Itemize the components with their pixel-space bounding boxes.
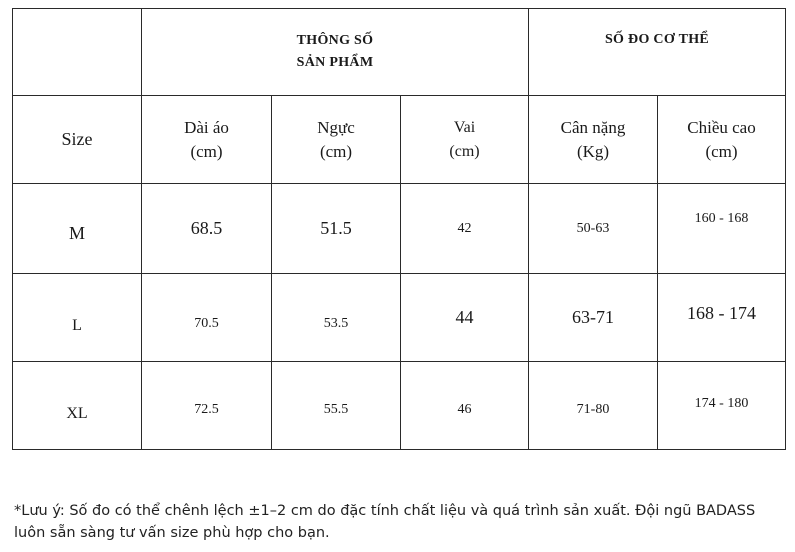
size-header-label: Size bbox=[61, 129, 93, 149]
chest-value: 51.5 bbox=[320, 218, 352, 238]
body-measure-header bbox=[529, 9, 786, 96]
group-header-row bbox=[13, 9, 786, 96]
height-value: 168 - 174 bbox=[687, 303, 756, 323]
height-value: 160 - 168 bbox=[694, 210, 749, 226]
chest-header-unit: (cm) bbox=[319, 141, 353, 161]
table-row bbox=[13, 362, 786, 450]
size-cell bbox=[13, 184, 142, 274]
weight-cell bbox=[529, 274, 658, 362]
empty-corner-cell bbox=[13, 9, 142, 96]
length-header-label: Dài áo bbox=[184, 117, 229, 137]
product-spec-line1: THÔNG SỐ bbox=[296, 33, 374, 48]
weight-value: 63-71 bbox=[572, 307, 614, 327]
shoulder-cell bbox=[401, 274, 529, 362]
chest-cell bbox=[272, 362, 401, 450]
length-header-unit: (cm) bbox=[190, 141, 223, 161]
size-cell bbox=[13, 362, 142, 450]
shoulder-header-label: Vai bbox=[453, 118, 476, 136]
length-cell bbox=[142, 274, 272, 362]
table-row bbox=[13, 274, 786, 362]
size-value: XL bbox=[66, 404, 88, 422]
chest-cell bbox=[272, 274, 401, 362]
length-column-header bbox=[142, 96, 272, 184]
length-cell bbox=[142, 184, 272, 274]
shoulder-value: 42 bbox=[457, 220, 472, 236]
height-value: 174 - 180 bbox=[694, 395, 749, 411]
product-spec-header bbox=[142, 9, 529, 96]
height-header-unit: (cm) bbox=[705, 141, 738, 161]
size-value: M bbox=[68, 223, 85, 243]
height-cell bbox=[658, 362, 786, 450]
product-spec-line2: SẢN PHẨM bbox=[296, 55, 374, 70]
chest-value: 53.5 bbox=[323, 315, 349, 331]
note-line-1: *Lưu ý: Số đo có thể chênh lệch ±1–2 cm do đặc tính chất liệu và quá trình sản xuất. Đội ngũ BADASS bbox=[14, 503, 756, 519]
chest-header-label: Ngực bbox=[317, 117, 355, 137]
weight-header-label: Cân nặng bbox=[560, 117, 626, 137]
length-cell bbox=[142, 362, 272, 450]
size-column-header bbox=[13, 96, 142, 184]
size-note bbox=[14, 500, 789, 544]
length-value: 70.5 bbox=[194, 315, 219, 331]
size-value: L bbox=[72, 316, 82, 334]
shoulder-column-header bbox=[401, 96, 529, 184]
length-value: 72.5 bbox=[194, 401, 219, 417]
chest-cell bbox=[272, 184, 401, 274]
size-cell bbox=[13, 274, 142, 362]
weight-header-unit: (Kg) bbox=[576, 141, 610, 161]
table-row bbox=[13, 184, 786, 274]
chest-value: 55.5 bbox=[323, 401, 349, 417]
weight-cell bbox=[529, 362, 658, 450]
height-column-header bbox=[658, 96, 786, 184]
weight-value: 50-63 bbox=[576, 220, 610, 236]
shoulder-cell bbox=[401, 184, 529, 274]
height-header-label: Chiều cao bbox=[687, 117, 756, 137]
column-header-row bbox=[13, 96, 786, 184]
shoulder-header-unit: (cm) bbox=[449, 142, 480, 160]
height-cell bbox=[658, 274, 786, 362]
shoulder-value: 44 bbox=[455, 307, 474, 327]
weight-value: 71-80 bbox=[576, 401, 610, 417]
note-line-2: luôn sẵn sàng tư vấn size phù hợp cho bạn. bbox=[14, 525, 330, 541]
length-value: 68.5 bbox=[190, 218, 223, 238]
shoulder-cell bbox=[401, 362, 529, 450]
chest-column-header bbox=[272, 96, 401, 184]
weight-column-header bbox=[529, 96, 658, 184]
body-measure-label: SỐ ĐO CƠ THỂ bbox=[604, 32, 710, 47]
size-chart-table bbox=[12, 8, 786, 450]
shoulder-value: 46 bbox=[457, 401, 472, 417]
height-cell bbox=[658, 184, 786, 274]
weight-cell bbox=[529, 184, 658, 274]
